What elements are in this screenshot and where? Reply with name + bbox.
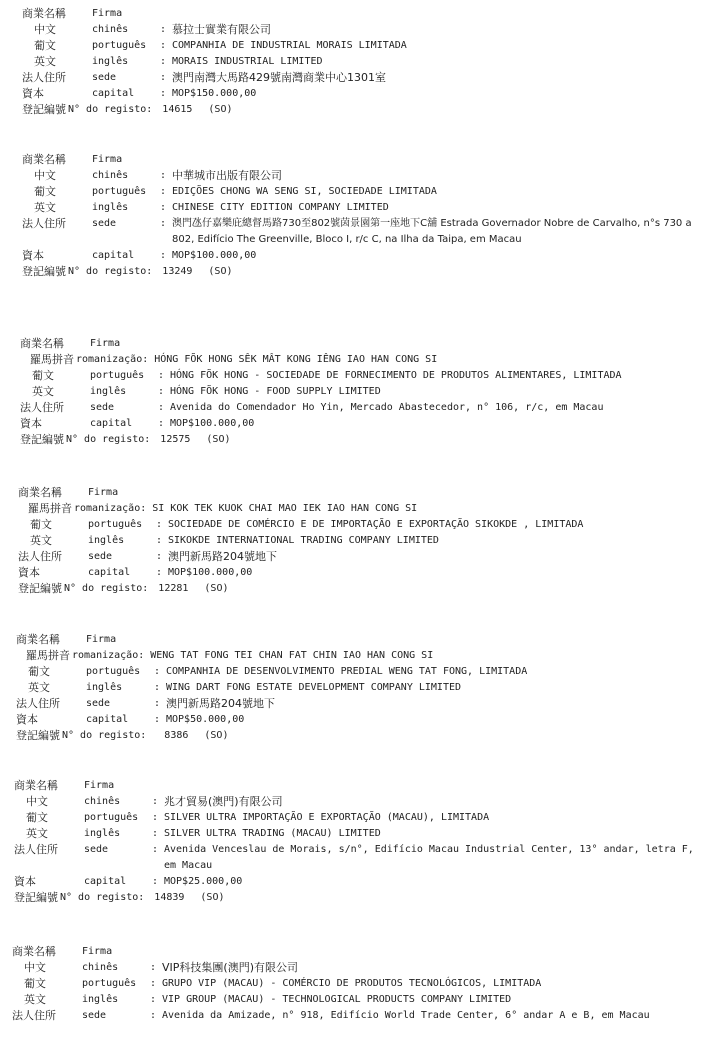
sede-label-zh: 法人住所	[22, 71, 66, 84]
ingles-label-zh: 英文	[32, 385, 54, 398]
sede-label-zh: 法人住所	[12, 1009, 56, 1022]
sede-value: 澳門新馬路204號地下	[166, 697, 275, 710]
registo-row	[16, 581, 716, 597]
chines-label-pt: chinês	[92, 24, 129, 35]
registo-label-zh: 登記編號	[14, 891, 58, 904]
portugues-row	[18, 368, 718, 384]
ingles-label-pt: inglês	[92, 202, 129, 213]
colon: :	[150, 978, 157, 989]
colon: :	[160, 202, 167, 213]
chines-label-pt: chinês	[92, 170, 129, 181]
registo-label-pt: N° do registo:	[68, 266, 153, 277]
capital-value: MOP$100.000,00	[172, 250, 257, 261]
sede-label-pt: sede	[90, 402, 115, 413]
colon: :	[150, 1010, 157, 1021]
firma-row	[20, 152, 710, 168]
sede-label-pt: sede	[86, 698, 111, 709]
chines-label-zh: 中文	[34, 23, 56, 36]
capital-row	[14, 712, 714, 728]
registo-label-zh: 登記編號	[22, 103, 66, 116]
sede-label-zh: 法人住所	[22, 217, 66, 230]
ingles-label-zh: 英文	[30, 534, 52, 547]
firma-label-zh: 商業名稱	[20, 337, 64, 350]
capital-value: MOP$100.000,00	[168, 567, 253, 578]
chines-row	[20, 22, 710, 38]
capital-label-zh: 資本	[16, 713, 38, 726]
firma-row	[10, 944, 710, 960]
colon: :	[158, 418, 165, 429]
firma-label-zh: 商業名稱	[18, 486, 62, 499]
colon: :	[160, 250, 167, 261]
sede-row	[14, 696, 714, 712]
capital-row	[20, 86, 710, 102]
firma-label-zh: 商業名稱	[12, 945, 56, 958]
capital-value: MOP$100.000,00	[170, 418, 255, 429]
colon: :	[160, 186, 167, 197]
registry-entry	[20, 6, 710, 118]
portugues-value: HÓNG FÕK HONG - SOCIEDADE DE FORNECIMENTO DE PRODUTOS ALIMENTARES, LIMITADA	[170, 370, 622, 381]
colon: :	[150, 962, 157, 973]
capital-row	[18, 416, 718, 432]
sede-label-pt: sede	[92, 218, 117, 229]
capital-value: MOP$25.000,00	[164, 876, 243, 887]
capital-label-pt: capital	[88, 567, 131, 578]
firma-label-pt: Firma	[92, 8, 123, 19]
portugues-label-zh: 葡文	[28, 665, 50, 678]
firma-label-pt: Firma	[88, 487, 119, 498]
registo-label-pt: N° do registo:	[62, 730, 147, 741]
romanizacao-value: SI KOK TEK KUOK CHAI MAO IEK IAO HAN CONG SI	[152, 503, 418, 514]
firma-row	[18, 336, 718, 352]
portugues-label-pt: português	[92, 40, 147, 51]
ingles-value: SILVER ULTRA TRADING (MACAU) LIMITED	[164, 828, 381, 839]
ingles-value: MORAIS INDUSTRIAL LIMITED	[172, 56, 323, 67]
chines-label-zh: 中文	[34, 169, 56, 182]
ingles-row	[14, 680, 714, 696]
colon: :	[152, 828, 159, 839]
registo-tag: (SO)	[200, 892, 225, 903]
firma-label-pt: Firma	[84, 780, 115, 791]
chines-label-pt: chinês	[84, 796, 121, 807]
capital-label-pt: capital	[90, 418, 133, 429]
portugues-row	[20, 38, 710, 54]
registry-entry	[10, 944, 710, 1024]
portugues-row	[12, 810, 712, 826]
firma-label-pt: Firma	[82, 946, 113, 957]
romanizacao-label-pt: romanização:	[74, 503, 147, 514]
ingles-row	[20, 200, 710, 216]
romanizacao-row	[14, 648, 714, 664]
colon: :	[154, 666, 161, 677]
sede-value: Avenida da Amizade, n° 918, Edifício World Trade Center, 6° andar A e B, em Macau	[162, 1010, 650, 1021]
colon: :	[160, 88, 167, 99]
colon: :	[154, 698, 161, 709]
sede-label-zh: 法人住所	[14, 843, 58, 856]
portugues-value: SOCIEDADE DE COMÉRCIO E DE IMPORTAÇÃO E EXPORTAÇÃO SIKOKDE , LIMITADA	[168, 519, 584, 530]
registo-number: 12281	[158, 583, 189, 594]
sede-row	[20, 216, 710, 248]
registo-tag: (SO)	[208, 266, 233, 277]
registry-entry	[20, 152, 710, 280]
capital-label-pt: capital	[84, 876, 127, 887]
ingles-label-pt: inglês	[86, 682, 123, 693]
capital-row	[12, 874, 712, 890]
portugues-label-zh: 葡文	[30, 518, 52, 531]
chines-value: 兆才貿易(澳門)有限公司	[164, 795, 283, 808]
ingles-label-pt: inglês	[90, 386, 127, 397]
registry-entry	[14, 632, 714, 744]
romanizacao-label-pt: romanização:	[72, 650, 145, 661]
chines-value: 慕拉士實業有限公司	[172, 23, 271, 36]
capital-row	[16, 565, 716, 581]
sede-row	[18, 400, 718, 416]
colon: :	[160, 56, 167, 67]
capital-label-zh: 資本	[14, 875, 36, 888]
romanizacao-label-zh: 羅馬拼音	[28, 502, 72, 515]
capital-label-zh: 資本	[22, 87, 44, 100]
colon: :	[160, 40, 167, 51]
portugues-label-zh: 葡文	[32, 369, 54, 382]
registry-entry	[12, 778, 712, 906]
sede-row	[12, 842, 712, 874]
ingles-label-pt: inglês	[88, 535, 125, 546]
sede-value: Avenida Venceslau de Morais, s/n°, Edifício Macau Industrial Center, 13° andar, letra F, em Macau	[164, 844, 694, 871]
sede-row	[20, 70, 710, 86]
ingles-label-pt: inglês	[82, 994, 119, 1005]
firma-label-zh: 商業名稱	[16, 633, 60, 646]
firma-label-pt: Firma	[90, 338, 121, 349]
sede-row	[10, 1008, 710, 1024]
romanizacao-label-pt: romanização:	[76, 354, 149, 365]
registo-number: 8386	[164, 730, 189, 741]
portugues-value: SILVER ULTRA IMPORTAÇÃO E EXPORTAÇÃO (MACAU), LIMITADA	[164, 812, 490, 823]
sede-label-pt: sede	[88, 551, 113, 562]
chines-value: 中華城市出版有限公司	[172, 169, 282, 182]
registo-number: 12575	[160, 434, 191, 445]
registo-label-pt: N° do registo:	[66, 434, 151, 445]
capital-label-zh: 資本	[20, 417, 42, 430]
ingles-row	[18, 384, 718, 400]
colon: :	[152, 796, 159, 807]
registo-number: 14839	[154, 892, 185, 903]
ingles-value: HÓNG FÕK HONG - FOOD SUPPLY LIMITED	[170, 386, 381, 397]
colon: :	[160, 170, 167, 181]
romanizacao-label-zh: 羅馬拼音	[30, 353, 74, 366]
sede-label-zh: 法人住所	[16, 697, 60, 710]
portugues-label-zh: 葡文	[34, 185, 56, 198]
registo-tag: (SO)	[204, 730, 229, 741]
portugues-label-pt: português	[92, 186, 147, 197]
colon: :	[158, 370, 165, 381]
sede-label-zh: 法人住所	[18, 550, 62, 563]
registo-number: 13249	[162, 266, 193, 277]
registo-row	[12, 890, 712, 906]
registo-row	[20, 264, 710, 280]
ingles-label-pt: inglês	[92, 56, 129, 67]
firma-row	[14, 632, 714, 648]
colon: :	[158, 386, 165, 397]
romanizacao-value: HÓNG FÕK HONG SÊK MÂT KONG IÊNG IAO HAN CONG SI	[154, 354, 438, 365]
colon: :	[156, 519, 163, 530]
firma-label-zh: 商業名稱	[22, 7, 66, 20]
capital-label-pt: capital	[86, 714, 129, 725]
firma-label-zh: 商業名稱	[14, 779, 58, 792]
registo-label-zh: 登記編號	[16, 729, 60, 742]
portugues-label-pt: português	[86, 666, 141, 677]
colon: :	[150, 994, 157, 1005]
sede-value: 澳門氹仔嘉樂庇總督馬路730至802號茵景園第一座地下C舖 Estrada Governador Nobre de Carvalho, n°s 730 a 802, Edifício The Greenville, Bloco I, r/c C, na Ilha da Taipa, em Macau	[172, 218, 692, 245]
registo-label-pt: N° do registo:	[60, 892, 145, 903]
registo-row	[20, 102, 710, 118]
portugues-label-zh: 葡文	[26, 811, 48, 824]
portugues-label-pt: português	[82, 978, 137, 989]
portugues-value: EDIÇÕES CHONG WA SENG SI, SOCIEDADE LIMITADA	[172, 186, 437, 197]
portugues-label-zh: 葡文	[24, 977, 46, 990]
ingles-label-zh: 英文	[24, 993, 46, 1006]
registo-tag: (SO)	[204, 583, 229, 594]
ingles-value: SIKOKDE INTERNATIONAL TRADING COMPANY LIMITED	[168, 535, 439, 546]
capital-label-pt: capital	[92, 88, 135, 99]
colon: :	[154, 714, 161, 725]
colon: :	[152, 812, 159, 823]
colon: :	[160, 218, 167, 229]
ingles-label-zh: 英文	[34, 201, 56, 214]
portugues-row	[14, 664, 714, 680]
firma-row	[12, 778, 712, 794]
ingles-label-pt: inglês	[84, 828, 121, 839]
colon: :	[160, 24, 167, 35]
firma-label-zh: 商業名稱	[22, 153, 66, 166]
portugues-row	[20, 184, 710, 200]
colon: :	[152, 844, 159, 855]
ingles-row	[16, 533, 716, 549]
firma-label-pt: Firma	[86, 634, 117, 645]
colon: :	[156, 551, 163, 562]
ingles-value: WING DART FONG ESTATE DEVELOPMENT COMPANY LIMITED	[166, 682, 462, 693]
registo-tag: (SO)	[206, 434, 231, 445]
portugues-label-pt: português	[84, 812, 139, 823]
colon: :	[158, 402, 165, 413]
portugues-value: COMPANHIA DE INDUSTRIAL MORAIS LIMITADA	[172, 40, 407, 51]
colon: :	[160, 72, 167, 83]
firma-row	[20, 6, 710, 22]
registo-label-zh: 登記編號	[18, 582, 62, 595]
romanizacao-row	[18, 352, 718, 368]
registo-number: 14615	[162, 104, 193, 115]
portugues-label-pt: português	[88, 519, 143, 530]
romanizacao-value: WENG TAT FONG TEI CHAN FAT CHIN IAO HAN CONG SI	[150, 650, 434, 661]
colon: :	[152, 876, 159, 887]
capital-value: MOP$50.000,00	[166, 714, 245, 725]
capital-row	[20, 248, 710, 264]
registo-tag: (SO)	[208, 104, 233, 115]
registo-row	[14, 728, 714, 744]
portugues-value: COMPANHIA DE DESENVOLVIMENTO PREDIAL WENG TAT FONG, LIMITADA	[166, 666, 528, 677]
capital-label-zh: 資本	[18, 566, 40, 579]
sede-value: Avenida do Comendador Ho Yin, Mercado Abastecedor, n° 106, r/c, em Macau	[170, 402, 604, 413]
chines-label-zh: 中文	[24, 961, 46, 974]
colon: :	[156, 535, 163, 546]
registo-label-pt: N° do registo:	[68, 104, 153, 115]
chines-label-zh: 中文	[26, 795, 48, 808]
romanizacao-label-zh: 羅馬拼音	[26, 649, 70, 662]
chines-row	[12, 794, 712, 810]
sede-label-zh: 法人住所	[20, 401, 64, 414]
colon: :	[154, 682, 161, 693]
sede-row	[16, 549, 716, 565]
sede-label-pt: sede	[84, 844, 109, 855]
registo-label-zh: 登記編號	[22, 265, 66, 278]
registo-row	[18, 432, 718, 448]
firma-label-pt: Firma	[92, 154, 123, 165]
portugues-label-zh: 葡文	[34, 39, 56, 52]
registo-label-zh: 登記編號	[20, 433, 64, 446]
portugues-row	[16, 517, 716, 533]
firma-row	[16, 485, 716, 501]
sede-value: 澳門新馬路204號地下	[168, 550, 277, 563]
romanizacao-row	[16, 501, 716, 517]
capital-value: MOP$150.000,00	[172, 88, 257, 99]
capital-label-zh: 資本	[22, 249, 44, 262]
ingles-value: CHINESE CITY EDITION COMPANY LIMITED	[172, 202, 389, 213]
portugues-value: GRUPO VIP (MACAU) - COMÉRCIO DE PRODUTOS TECNOLÓGICOS, LIMITADA	[162, 978, 542, 989]
ingles-label-zh: 英文	[26, 827, 48, 840]
capital-label-pt: capital	[92, 250, 135, 261]
ingles-row	[10, 992, 710, 1008]
chines-value: VIP科技集團(澳門)有限公司	[162, 961, 298, 974]
chines-row	[20, 168, 710, 184]
portugues-label-pt: português	[90, 370, 145, 381]
sede-label-pt: sede	[92, 72, 117, 83]
registry-entry	[16, 485, 716, 597]
registo-label-pt: N° do registo:	[64, 583, 149, 594]
ingles-label-zh: 英文	[28, 681, 50, 694]
chines-label-pt: chinês	[82, 962, 119, 973]
ingles-label-zh: 英文	[34, 55, 56, 68]
colon: :	[156, 567, 163, 578]
ingles-row	[20, 54, 710, 70]
sede-value: 澳門南灣大馬路429號南灣商業中心1301室	[172, 71, 386, 84]
sede-label-pt: sede	[82, 1010, 107, 1021]
registry-entry	[18, 336, 718, 448]
chines-row	[10, 960, 710, 976]
ingles-value: VIP GROUP (MACAU) - TECHNOLOGICAL PRODUCTS COMPANY LIMITED	[162, 994, 512, 1005]
ingles-row	[12, 826, 712, 842]
portugues-row	[10, 976, 710, 992]
